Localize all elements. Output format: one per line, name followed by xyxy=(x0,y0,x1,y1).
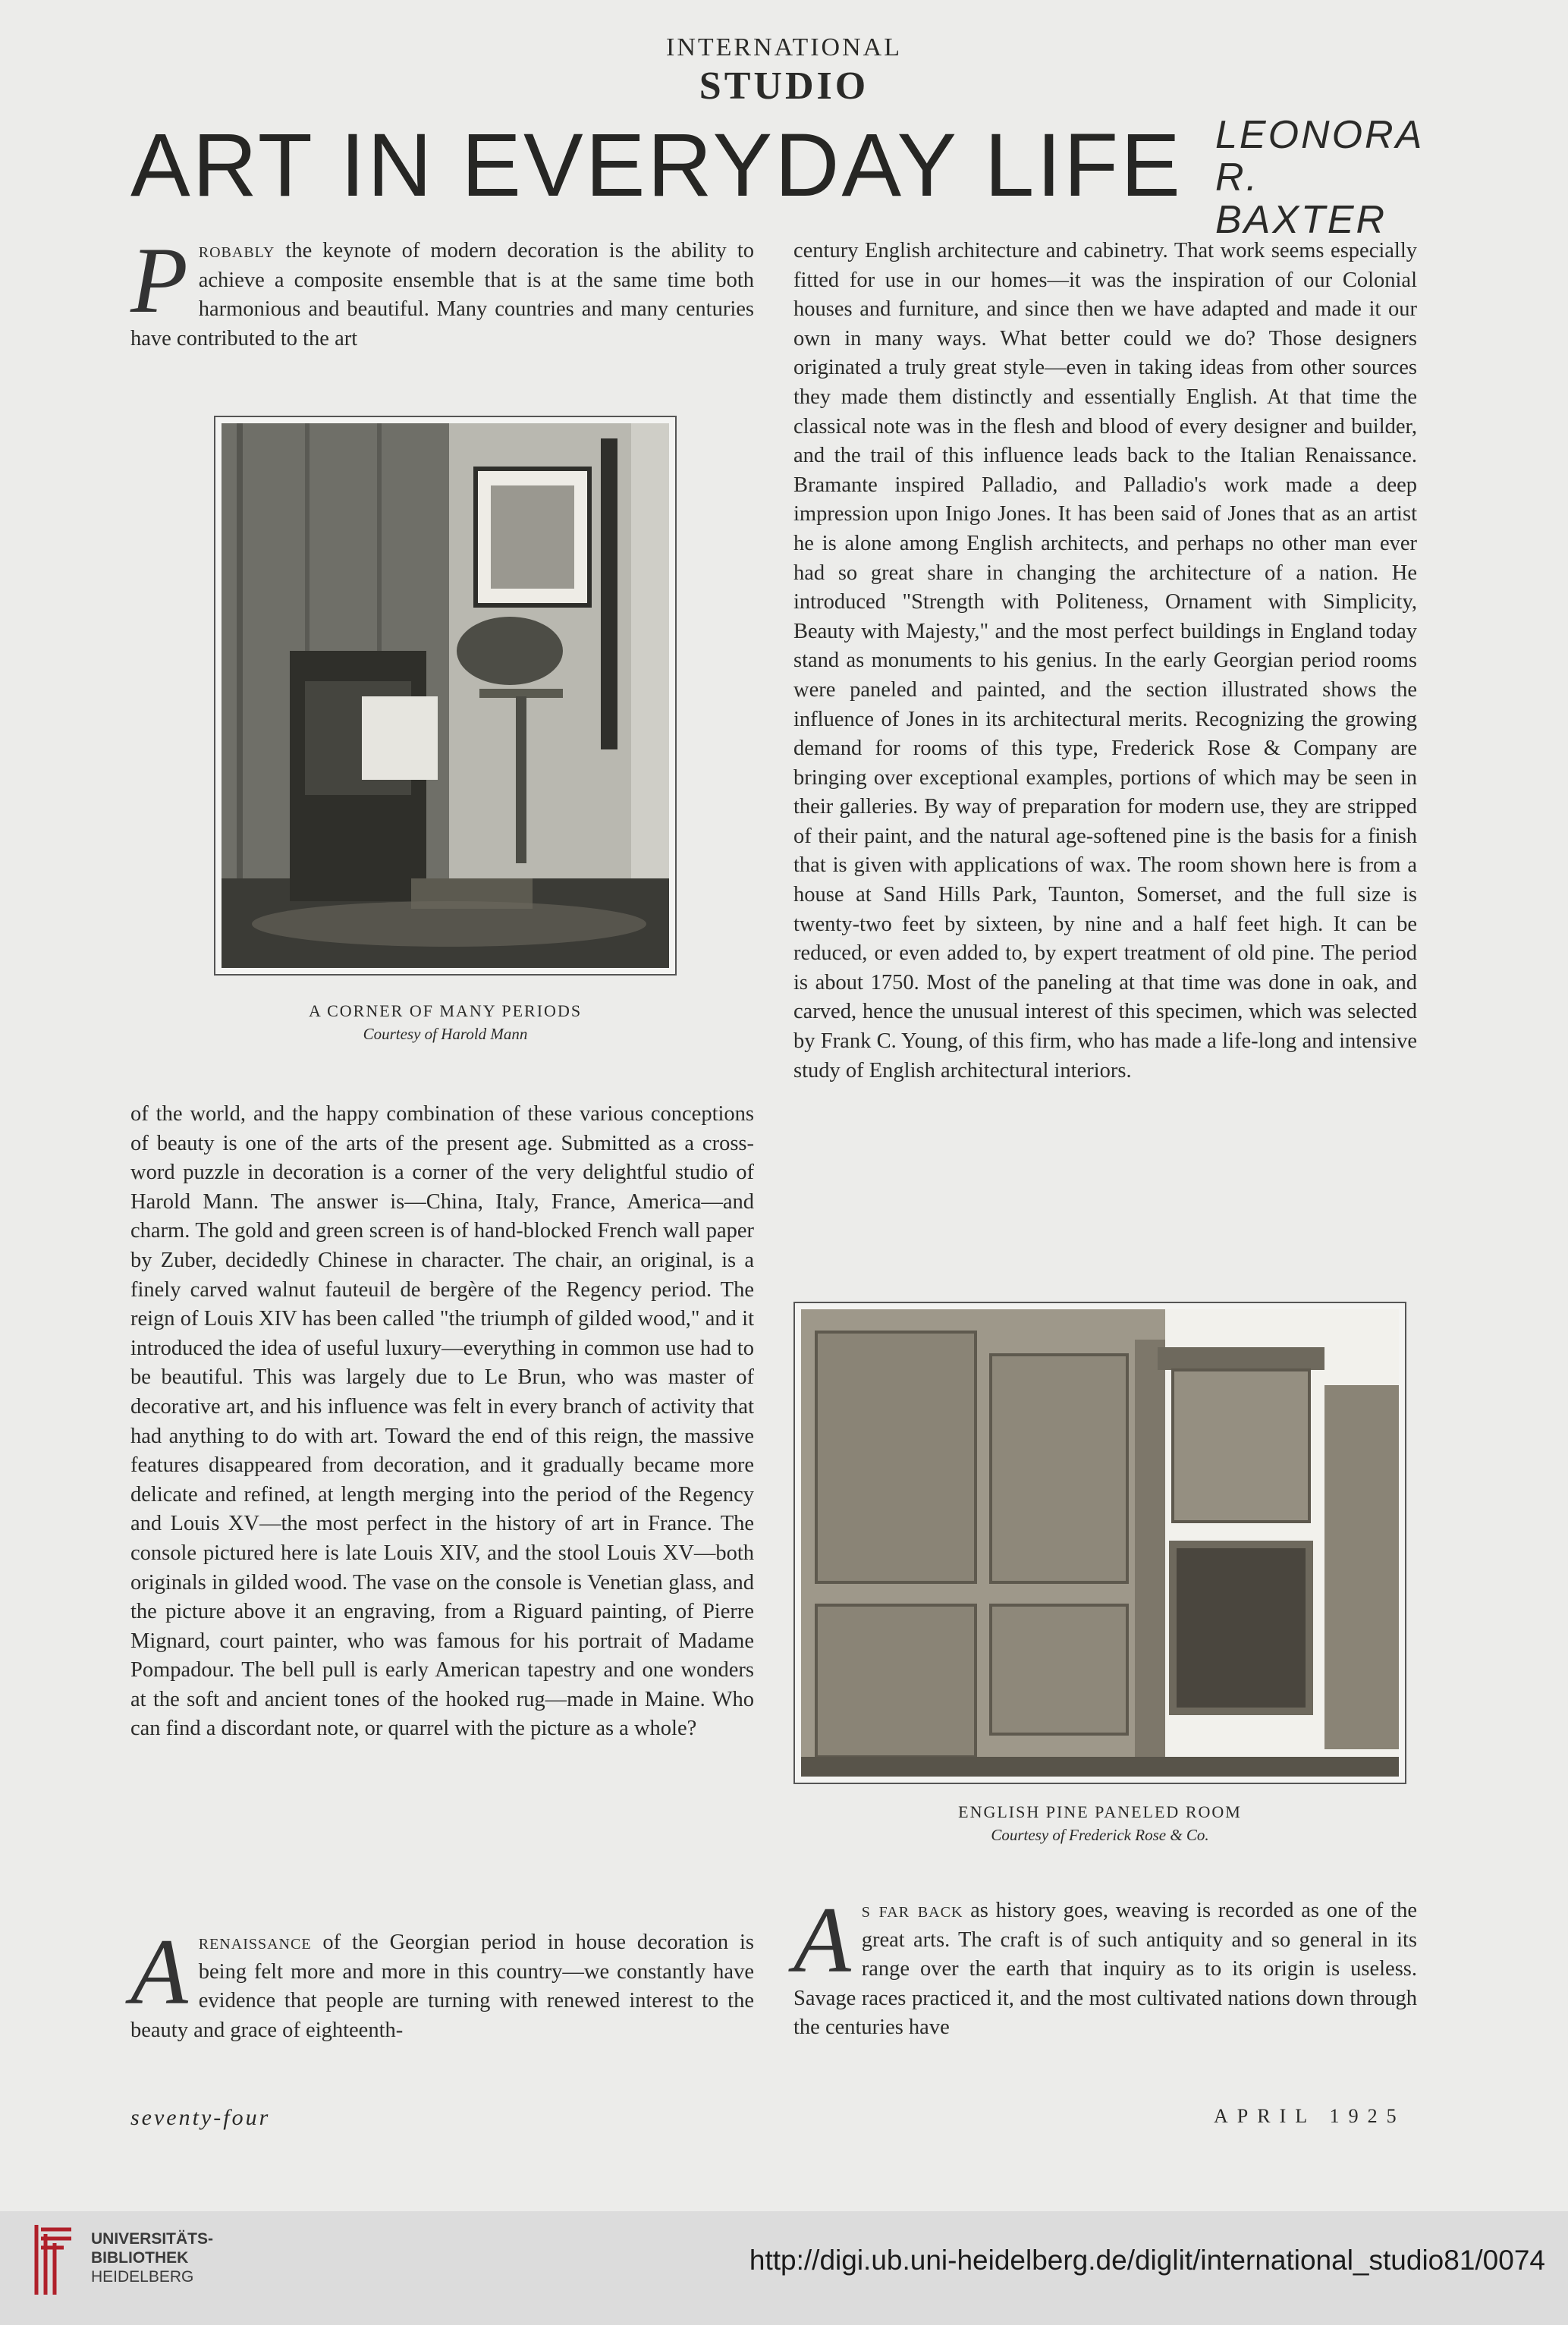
renaissance-text: of the Georgian period in house decoration is being felt more and more in this country—we constantly have evidence that people are turning with renewed interest to the beauty and grace of eighteenth- xyxy=(130,1931,754,2042)
left-column-body xyxy=(130,1100,754,1898)
weaving-lead-word: s far back xyxy=(861,1899,963,1922)
photo-corner-of-many-periods xyxy=(214,416,677,976)
figure2-caption xyxy=(793,1801,1406,1846)
masthead-studio: STUDIO xyxy=(699,64,869,108)
source-url-link[interactable]: http://digi.ub.uni-heidelberg.de/diglit/international_studio81/0074 xyxy=(749,2245,1545,2276)
figure1-caption xyxy=(214,1000,677,1045)
paragraph-georgian: century English architecture and cabinetry. That work seems especially fitted for use in our homes—it was the inspiration of our Colonial houses and furniture, and since then we have adapted and made it our own in many ways. What better could we do? Those designers originated a truly great style—even in taking ideas from other sources they made them distinctly and essentially English. At that time the classical note was in the flesh and blood of every designer and builder, and the trail of this influence leads back to the Italian Renaissance. Bramante inspired Palladio, and Palladio's work made a deep impression upon Inigo Jones. It has been said of Jones that as an artist he is alone among English architects, and perhaps no other man ever had so great share in changing the architecture of a nation. He introduced "Strength with Politeness, Ornament with Simplicity, Beauty with Majesty," and the most perfect buildings in England today stand as monuments to his genius. In the early Georgian period rooms were paneled and painted, and the section illustrated shows the influence of Jones in its architectural merits. Recognizing the growing demand for rooms of this type, Frederick Rose & Company are bringing over exceptional examples, portions of which may be seen in their galleries. By way of preparation for modern use, they are stripped of their paint, and the natural age-softened pine is the basis for a finish that is given with applications of wax. The room shown here is from a house at Sand Hills Park, Taunton, Somerset, and the full size is twenty-two feet by sixteen, by nine and a half feet high. It can be reduced, or even added to, by expert treatment of old pine. The period is about 1750. Most of the paneling at that time was done in oak, and carved, hence the unusual interest of this specimen, which was selected by Frank C. Young, of this firm, who has made a life-long and intensive study of English architectural interiors. xyxy=(793,239,1417,1082)
dropcap-a2: A xyxy=(793,1888,851,1992)
article-headline: ART IN EVERYDAY LIFE xyxy=(130,115,1183,215)
figure2-credit: Courtesy of Frederick Rose & Co. xyxy=(991,1826,1209,1844)
figure2-title: ENGLISH PINE PANELED ROOM xyxy=(958,1802,1242,1821)
paragraph-corner: of the world, and the happy combination of these various conceptions of beauty is one of the arts of the present age. Submitted as a cross-word puzzle in decoration is a corner of the very delightful studio of Harold Mann. The answer is—China, Italy, France, America—and charm. The gold and green screen is of hand-blocked French wall paper by Zuber, decidedly Chinese in character. The chair, an original, is a finely carved walnut fauteuil de bergère of the Regency period. The reign of Louis XIV has been called "the triumph of gilded wood," and it introduced the idea of useful luxury—everything in common use had to be beautiful. This was largely due to Le Brun, who was master of decorative art, and his influence was felt in every branch of activity that had anything to do with art. Toward the end of this reign, the massive features disappeared from decoration, and it gradually became more delicate and refined, at length merging into the period of the Regency and Louis XV—the most perfect in the history of art in France. The console pictured here is late Louis XIV, and the stool Louis XV—both originals in gilded wood. The vase on the console is Venetian glass, and the picture above it an engraving, from a Riguard painting, of Pierre Mignard, court painter, who was famous for his portrait of Madame Pompadour. The bell pull is early American tapestry and one wonders at the soft and ancient tones of the hooked rug—made in Maine. Who can find a discordant note, or quarrel with the picture as a whole? xyxy=(130,1102,754,1741)
masthead-international: INTERNATIONAL xyxy=(666,33,902,61)
author-byline xyxy=(1215,114,1443,241)
intro-text: the keynote of modern decoration is the ability to achieve a composite ensemble that is at the same time both harmonious and beautiful. Many countries and many centuries have contributed to the art xyxy=(130,239,754,350)
right-column-weaving xyxy=(793,1888,1417,2048)
intro-lead-word: robably xyxy=(198,239,275,262)
author-first-name: LEONORA xyxy=(1215,113,1425,157)
library-line3: HEIDELBERG xyxy=(91,2268,194,2286)
photo-image xyxy=(801,1309,1399,1777)
weaving-text: as history goes, weaving is recorded as one of the great arts. The craft is of such antiquity and so general in its range over the earth that inquiry as to its origin is useless. Savage races practiced it, and the most cultivated nations down through the centuries have xyxy=(793,1899,1417,2040)
dropcap-p: P xyxy=(130,228,188,332)
issue-date: APRIL 1925 xyxy=(1214,2105,1406,2127)
library-line2: BIBLIOTHEK xyxy=(91,2249,189,2267)
dropcap-a: A xyxy=(130,1920,188,2024)
page-number: seventy-four xyxy=(130,2105,271,2130)
right-column-body xyxy=(793,237,1417,1246)
author-last-name: R. BAXTER xyxy=(1215,156,1387,242)
library-footer xyxy=(0,2211,1568,2325)
figure1-credit: Courtesy of Harold Mann xyxy=(363,1025,528,1043)
library-line1: UNIVERSITÄTS- xyxy=(91,2230,214,2248)
library-logo-icon xyxy=(33,2222,80,2298)
photo-english-pine-paneled-room xyxy=(793,1302,1406,1784)
left-column-renaissance xyxy=(130,1920,754,2050)
library-name xyxy=(91,2229,213,2286)
figure1-title: A CORNER OF MANY PERIODS xyxy=(308,1001,583,1020)
renaissance-lead-word: renaissance xyxy=(198,1931,312,1954)
left-column-intro xyxy=(130,228,754,357)
photo-image xyxy=(222,423,669,968)
